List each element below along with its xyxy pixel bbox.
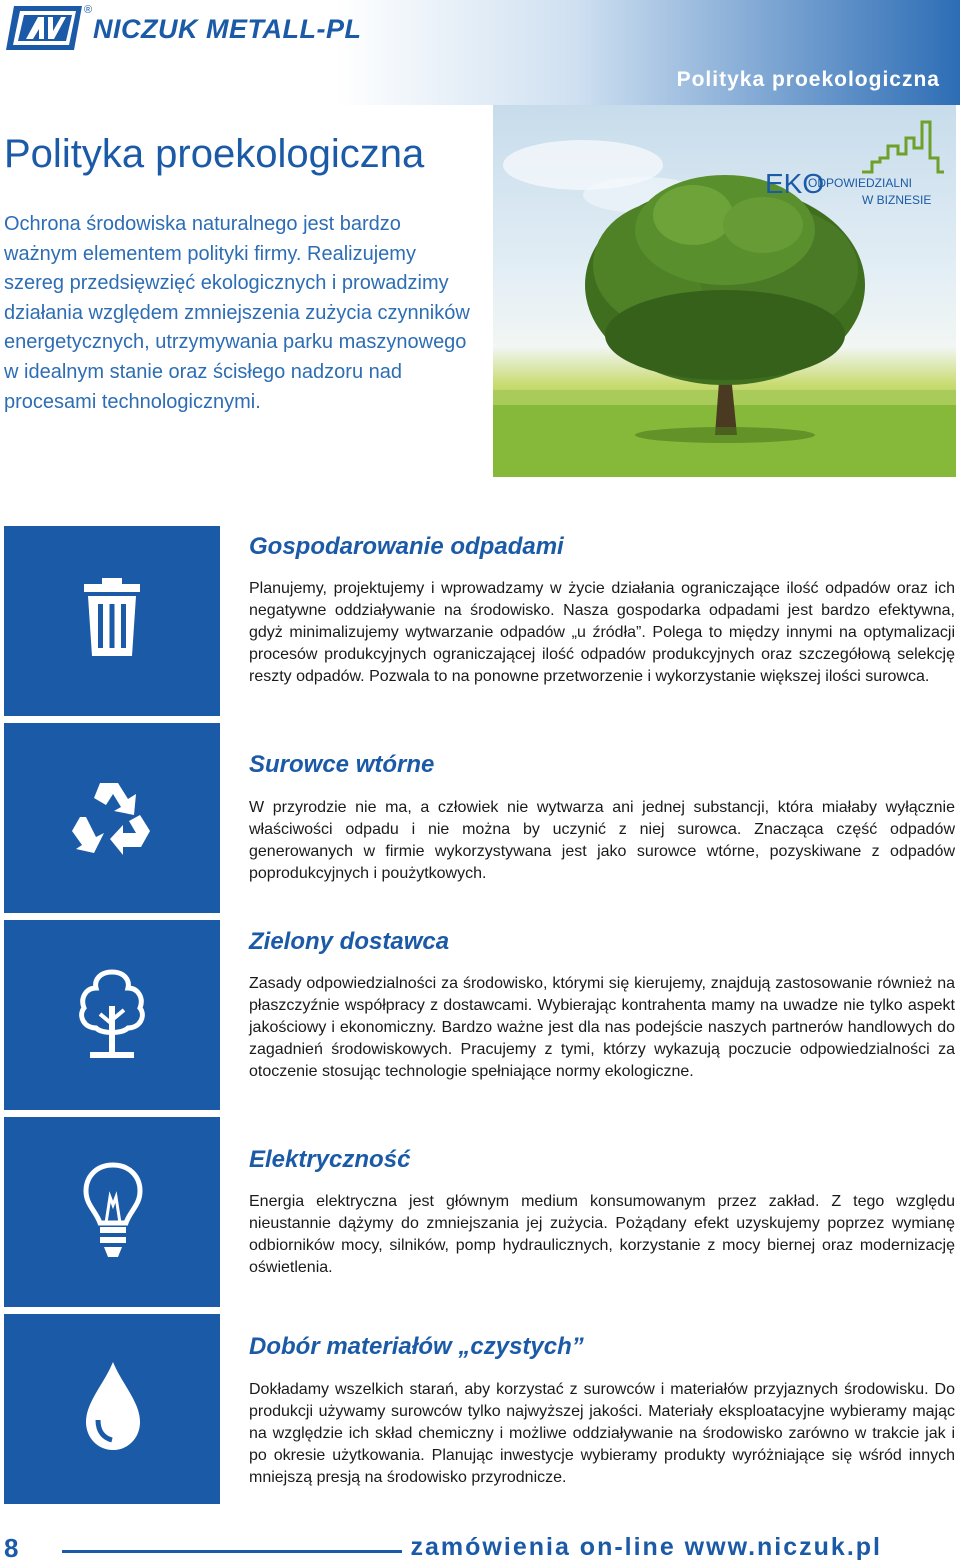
section-text: Energia elektryczna jest głównym medium konsumowanym przez zakład. Z tego względu nieustannie dążymy do zmniejszania jej zużycia. Pożądany efekt uzyskujemy poprzez wymianę odbiorników mocy, silników, pomp hydraulicznych, korzystanie z mocy biernej oraz modernizację oświetlenia. — [249, 1193, 955, 1276]
section-title: Dobór materiałów „czystych” — [249, 1333, 584, 1360]
header-title: Polityka proekologiczna — [676, 68, 940, 91]
company-logo — [4, 4, 84, 52]
section-icon-box — [4, 1314, 220, 1504]
footer-website: zamówienia on-line www.niczuk.pl — [410, 1533, 882, 1561]
eko-badge-line1: ODPOWIEDZIALNI — [808, 176, 913, 190]
section-icon-box — [4, 526, 220, 716]
section-text: W przyrodzie nie ma, a człowiek nie wytwarza ani jednej substancji, która miałaby wyłącznie właściwości odpadu i nie można by uczynić z niej surowca. Znacząca część odpadów generowanych w firmie wykorzystywana jest jako surowce wtórne, pozyskiwane z odpadów poprodukcyjnych i poużytkowych. — [249, 799, 955, 882]
eko-chart-icon — [860, 118, 945, 174]
section-title: Zielony dostawca — [249, 928, 450, 955]
eko-badge-title: EKO — [765, 168, 825, 199]
registered-mark: ® — [84, 4, 93, 16]
section-text: Dokładamy wszelkich starań, aby korzystać z surowców i materiałów przyjaznych środowisku. Do produkcji używamy surowców tylko najwyższej jakości. Materiały eksploatacyjne wybieramy mając na względzie ich skład chemiczny i możliwe oddziaływanie na środowisko zarówno w trakcie jak i po okresie użytkowania. Planując inwestycje wybieramy produkty wyróżniające się wśród innych mniejszą presją na środowisko przyrodnicze. — [249, 1381, 955, 1486]
water-drop-icon — [82, 1358, 144, 1454]
trash-bin-icon — [82, 576, 142, 660]
footer-divider — [62, 1550, 402, 1553]
section-title: Surowce wtórne — [249, 751, 435, 778]
light-bulb-icon — [82, 1161, 144, 1261]
section-title: Elektryczność — [249, 1146, 411, 1173]
recycle-icon — [70, 777, 154, 857]
brand-name: NICZUK METALL-PL — [93, 14, 362, 44]
tree-icon — [76, 966, 148, 1062]
eko-badge-line2: W BIZNESIE — [862, 193, 932, 207]
intro-text: Ochrona środowiska naturalnego jest bardzo ważnym elementem polityki firmy. Realizujemy szereg przedsięwzięć ekologicznych i prowadzimy działania względem zmniejszenia zużycia czynników energetycznych, utrzymywania parku maszynowego w idealnym stanie oraz ścisłego nadzoru nad procesami technologicznymi. — [4, 213, 470, 413]
section-text: Planujemy, projektujemy i wprowadzamy w życie działania ograniczające ilość odpadów oraz ich negatywne oddziaływanie na środowisko. Nasza gospodarka odpadami jest bardzo efektywna, gdyż minimalizujemy wytwarzanie odpadów „u źródła”. Polega to między innymi na optymalizacji procesów produkcyjnych ograniczającej ilość odpadów produkcyjnych oraz szczegółową selekcję reszty odpadów. Pozwala to na ponowne przetworzenie i wykorzystanie większej ilości surowca. — [249, 580, 955, 685]
section-icon-box — [4, 920, 220, 1110]
section-icon-box — [4, 1117, 220, 1307]
section-icon-box — [4, 723, 220, 913]
section-text: Zasady odpowiedzialności za środowisko, którymi się kierujemy, znajdują zastosowanie również na płaszczyźnie współpracy z dostawcami. Wybierając kontrahenta mamy na uwadze nie tylko aspekt jakościowy i ekonomiczny. Bardzo ważne jest dla nas podejście naszych partnerów handlowych do zagadnień środowiskowych. Pracujemy z tymi, którzy wykazują poczucie odpowiedzialności za otoczenie stosując technologie spełniające normy ekologiczne. — [249, 975, 955, 1080]
page-title: Polityka proekologiczna — [4, 132, 425, 176]
section-title: Gospodarowanie odpadami — [249, 533, 564, 560]
page-number: 8 — [4, 1533, 19, 1563]
